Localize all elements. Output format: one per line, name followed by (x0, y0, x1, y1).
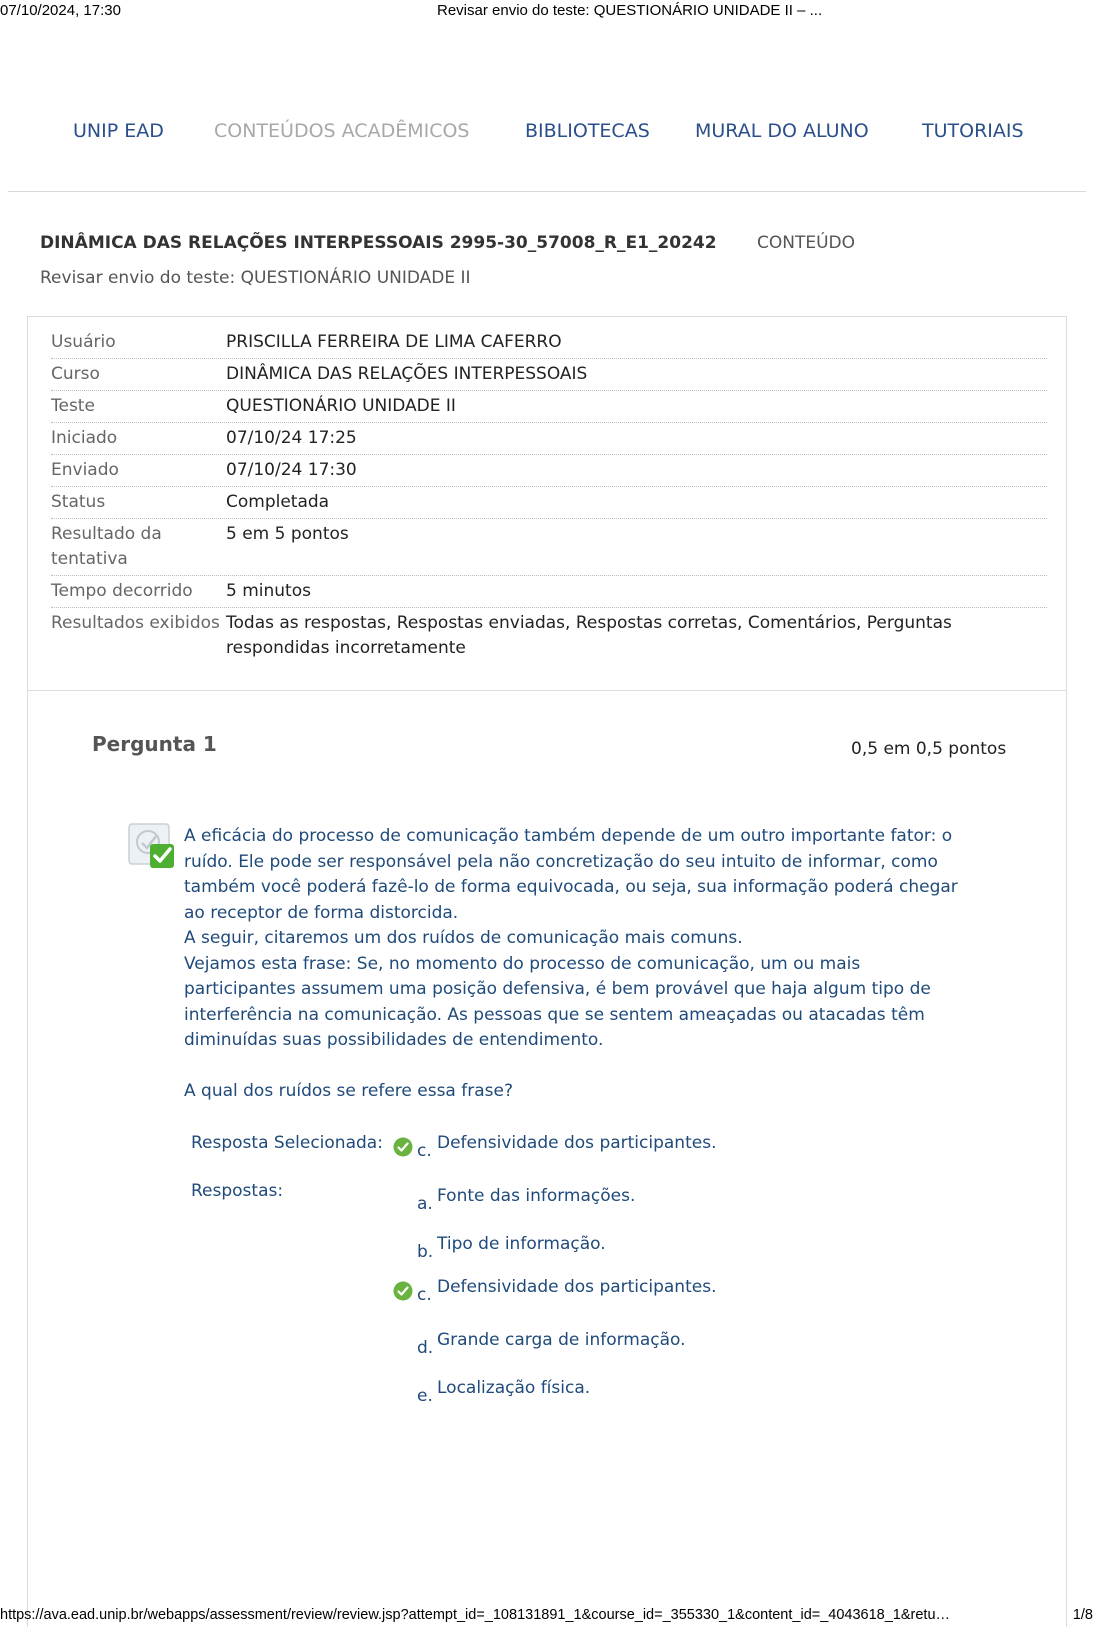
summary-table (51, 327, 1047, 664)
nav-conteudos-academicos[interactable]: CONTEÚDOS ACADÊMICOS (214, 120, 470, 142)
content-link[interactable]: CONTEÚDO (757, 233, 856, 253)
summary-label: Curso (51, 364, 100, 384)
summary-row-iniciado (51, 423, 1047, 455)
question-title: Pergunta 1 (92, 732, 217, 756)
answer-text: Fonte das informações. (437, 1186, 636, 1206)
summary-value: 07/10/24 17:30 (226, 460, 357, 480)
summary-label: Iniciado (51, 428, 118, 448)
summary-row-status (51, 487, 1047, 519)
summary-value: 5 minutos (226, 581, 311, 601)
print-url: https://ava.ead.unip.br/webapps/assessment/review/review.jsp?attempt_id=_108131891_1&course_id=_355330_1&content_id=_4043618_1&retu… (0, 1607, 951, 1623)
summary-value: PRISCILLA FERREIRA DE LIMA CAFERRO (226, 332, 562, 352)
question-points: 0,5 em 0,5 pontos (851, 739, 1007, 759)
summary-label: Usuário (51, 332, 116, 352)
course-title: DINÂMICA DAS RELAÇÕES INTERPESSOAIS 2995-30_57008_R_E1_20242 (40, 233, 717, 253)
summary-value: 07/10/24 17:25 (226, 428, 357, 448)
question-text (184, 824, 974, 1105)
top-navigation (0, 116, 1095, 150)
summary-label: Teste (51, 396, 95, 416)
nav-tutoriais[interactable]: TUTORIAIS (922, 120, 1024, 142)
answer-text: Defensividade dos participantes. (437, 1133, 717, 1153)
nav-divider (8, 191, 1086, 192)
answer-text: Defensividade dos participantes. (437, 1277, 717, 1297)
summary-row-curso (51, 359, 1047, 391)
summary-value: Completada (226, 492, 330, 512)
nav-mural-do-aluno[interactable]: MURAL DO ALUNO (695, 120, 869, 142)
breadcrumb: Revisar envio do teste: QUESTIONÁRIO UNIDADE II (40, 268, 471, 288)
answer-option-e (393, 1373, 591, 1406)
answer-option-a (393, 1181, 636, 1214)
answer-letter: c. (417, 1285, 432, 1305)
print-title: Revisar envio do teste: QUESTIONÁRIO UNIDADE II – ... (437, 2, 823, 19)
answer-letter: e. (417, 1386, 433, 1406)
attempt-summary (27, 316, 1067, 691)
print-date: 07/10/2024, 17:30 (0, 2, 121, 19)
answer-option-c (393, 1277, 716, 1307)
summary-label: Resultado da tentativa (51, 524, 162, 569)
summary-row-enviado (51, 455, 1047, 487)
summary-value: QUESTIONÁRIO UNIDADE II (226, 396, 456, 416)
nav-bibliotecas[interactable]: BIBLIOTECAS (525, 120, 650, 142)
question-paragraph: A eficácia do processo de comunicação também depende de um outro importante fator: o ruído. Ele pode ser responsável pela não concretização do seu intuito de informar, como também você poderá fazê-lo de forma equivocada, ou seja, sua informação poderá chegar ao receptor de forma distorcida. (184, 826, 958, 923)
selected-answer (393, 1133, 716, 1163)
summary-label: Tempo decorrido (51, 581, 193, 601)
summary-label: Status (51, 492, 106, 512)
answer-option-b (393, 1229, 606, 1262)
summary-value: 5 em 5 pontos (226, 524, 349, 544)
answer-letter: a. (417, 1194, 433, 1214)
summary-value: DINÂMICA DAS RELAÇÕES INTERPESSOAIS (226, 364, 588, 384)
correct-check-icon (393, 1281, 413, 1301)
answer-text: Grande carga de informação. (437, 1330, 686, 1350)
question-paragraph: Vejamos esta frase: Se, no momento do processo de comunicação, um ou mais participantes assumem uma posição defensiva, é bem provável que haja algum tipo de interferência na comunicação. As pessoas que se sentem ameaçadas ou atacadas têm diminuídas suas possibilidades de entendimento. (184, 953, 931, 1050)
summary-row-tempo (51, 576, 1047, 608)
summary-label: Resultados exibidos (51, 613, 220, 633)
answer-text: Tipo de informação. (437, 1234, 606, 1254)
answer-option-d (393, 1325, 686, 1358)
answer-letter: b. (417, 1242, 434, 1262)
answers-label: Respostas: (191, 1181, 284, 1201)
print-page-number: 1/8 (1072, 1607, 1093, 1623)
question-prompt: A qual dos ruídos se refere essa frase? (184, 1081, 513, 1101)
answer-text: Localização física. (437, 1378, 591, 1398)
summary-row-teste (51, 391, 1047, 423)
summary-row-usuario (51, 327, 1047, 359)
correct-question-icon (128, 822, 178, 872)
answer-letter: d. (417, 1338, 434, 1358)
summary-label: Enviado (51, 460, 119, 480)
answer-letter: c. (417, 1141, 432, 1161)
summary-value: Todas as respostas, Respostas enviadas, Respostas corretas, Comentários, Perguntas respondidas incorretamente (226, 613, 952, 658)
summary-row-resultados-exibidos (51, 608, 1047, 664)
question-paragraph: A seguir, citaremos um dos ruídos de comunicação mais comuns. (184, 928, 743, 948)
correct-check-icon (393, 1137, 413, 1157)
summary-row-resultado (51, 519, 1047, 576)
nav-unip-ead[interactable]: UNIP EAD (73, 120, 164, 142)
selected-answer-label: Resposta Selecionada: (191, 1133, 383, 1153)
